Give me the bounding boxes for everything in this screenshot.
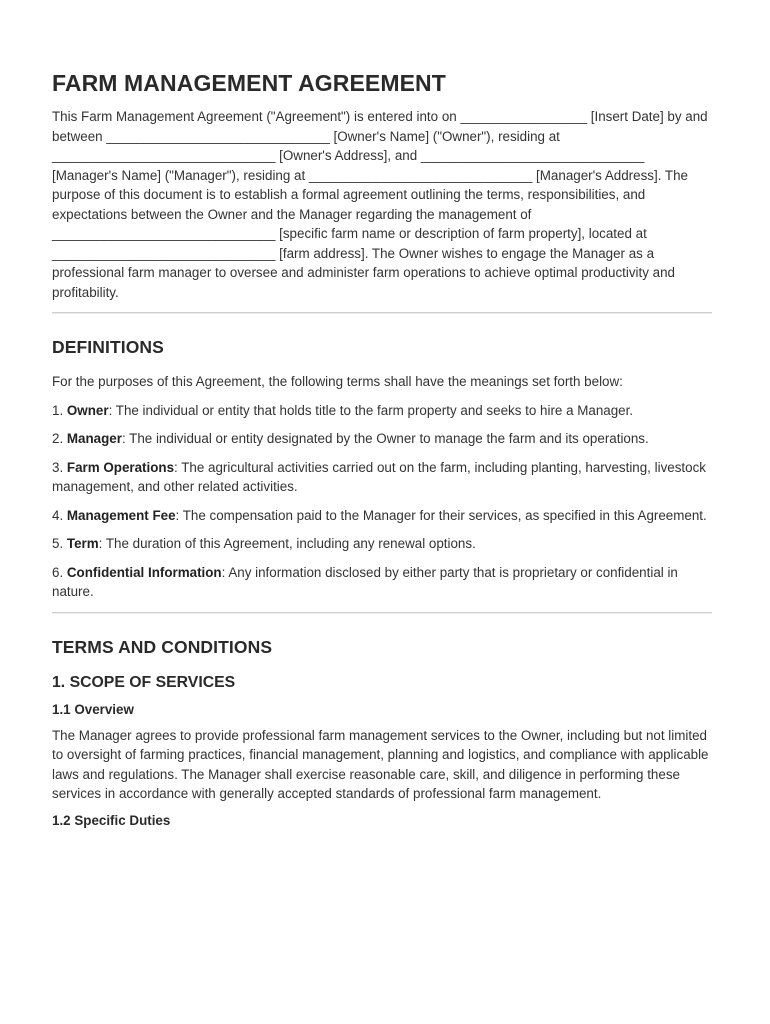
definition-number: 5. xyxy=(52,536,67,551)
overview-heading: 1.1 Overview xyxy=(52,701,134,717)
definition-text: : The individual or entity that holds title to the farm property and seeks to hire a Manager. xyxy=(108,402,634,418)
definition-text: : The individual or entity designated by the Owner to manage the farm and its operations. xyxy=(121,431,649,446)
terms-heading: TERMS AND CONDITIONS xyxy=(52,636,273,657)
definition-text: : The duration of this Agreement, including any renewal options. xyxy=(98,536,476,551)
definition-item xyxy=(52,458,712,497)
overview-paragraph: The Manager agrees to provide professional farm management services to the Owner, including but not limited to oversight of farming practices, financial management, planning and logistics, and compliance with applicable laws and regulations. The Manager shall exercise reasonable care, skill, and diligence in performing these services in accordance with generally accepted standards of professional farm management. xyxy=(52,727,709,801)
intro-paragraph: This Farm Management Agreement ("Agreement") is entered into on _________________ [Insert Date] by and between ______________________________ [Owner's Name] ("Owner"), residing at ______________________________ [Owner's Address], and ______________________________ [Manager's Name] ("Manager"), residing at ______________________________ [Manager's Address]. The purpose of this document is to establish a formal agreement outlining the terms, responsibilities, and expectations between the Owner and the Manager regarding the management of ______________________________ [specific farm name or description of farm property], located at ______________________________ [farm address]. The Owner wishes to engage the Manager as a professional farm manager to oversee and administer farm operations to achieve optimal productivity and profitability. xyxy=(52,109,708,300)
definition-term: Confidential Information xyxy=(66,564,222,580)
definition-item xyxy=(52,534,712,554)
definition-item xyxy=(52,429,712,449)
definition-text: : The agricultural activities carried out on the farm, including planting, harvesting, livestock management, and other related activities. xyxy=(52,459,706,494)
scope-heading: 1. SCOPE OF SERVICES xyxy=(52,673,236,691)
definition-term: Management Fee xyxy=(66,507,176,523)
definition-number: 2. xyxy=(52,431,67,446)
definition-term: Manager xyxy=(66,431,122,446)
definition-term: Owner xyxy=(66,402,109,418)
section-divider xyxy=(52,612,712,614)
definition-item xyxy=(52,401,712,421)
definition-number: 1. xyxy=(52,402,67,418)
definition-number: 6. xyxy=(52,564,67,580)
definition-item xyxy=(52,563,712,602)
definition-text: : The compensation paid to the Manager for their services, as specified in this Agreement. xyxy=(175,507,707,523)
section-divider xyxy=(52,312,712,314)
definition-term: Term xyxy=(66,536,99,551)
definition-item xyxy=(52,506,712,526)
definition-text: : Any information disclosed by either party that is proprietary or confidential in nature. xyxy=(52,564,678,599)
document-title: FARM MANAGEMENT AGREEMENT xyxy=(52,70,446,96)
definition-number: 4. xyxy=(52,507,67,523)
definitions-lead: For the purposes of this Agreement, the following terms shall have the meanings set forth below: xyxy=(52,374,623,389)
specific-duties-heading: 1.2 Specific Duties xyxy=(52,812,171,828)
definitions-heading: DEFINITIONS xyxy=(52,337,164,357)
definition-term: Farm Operations xyxy=(66,459,175,475)
definition-number: 3. xyxy=(52,459,67,475)
